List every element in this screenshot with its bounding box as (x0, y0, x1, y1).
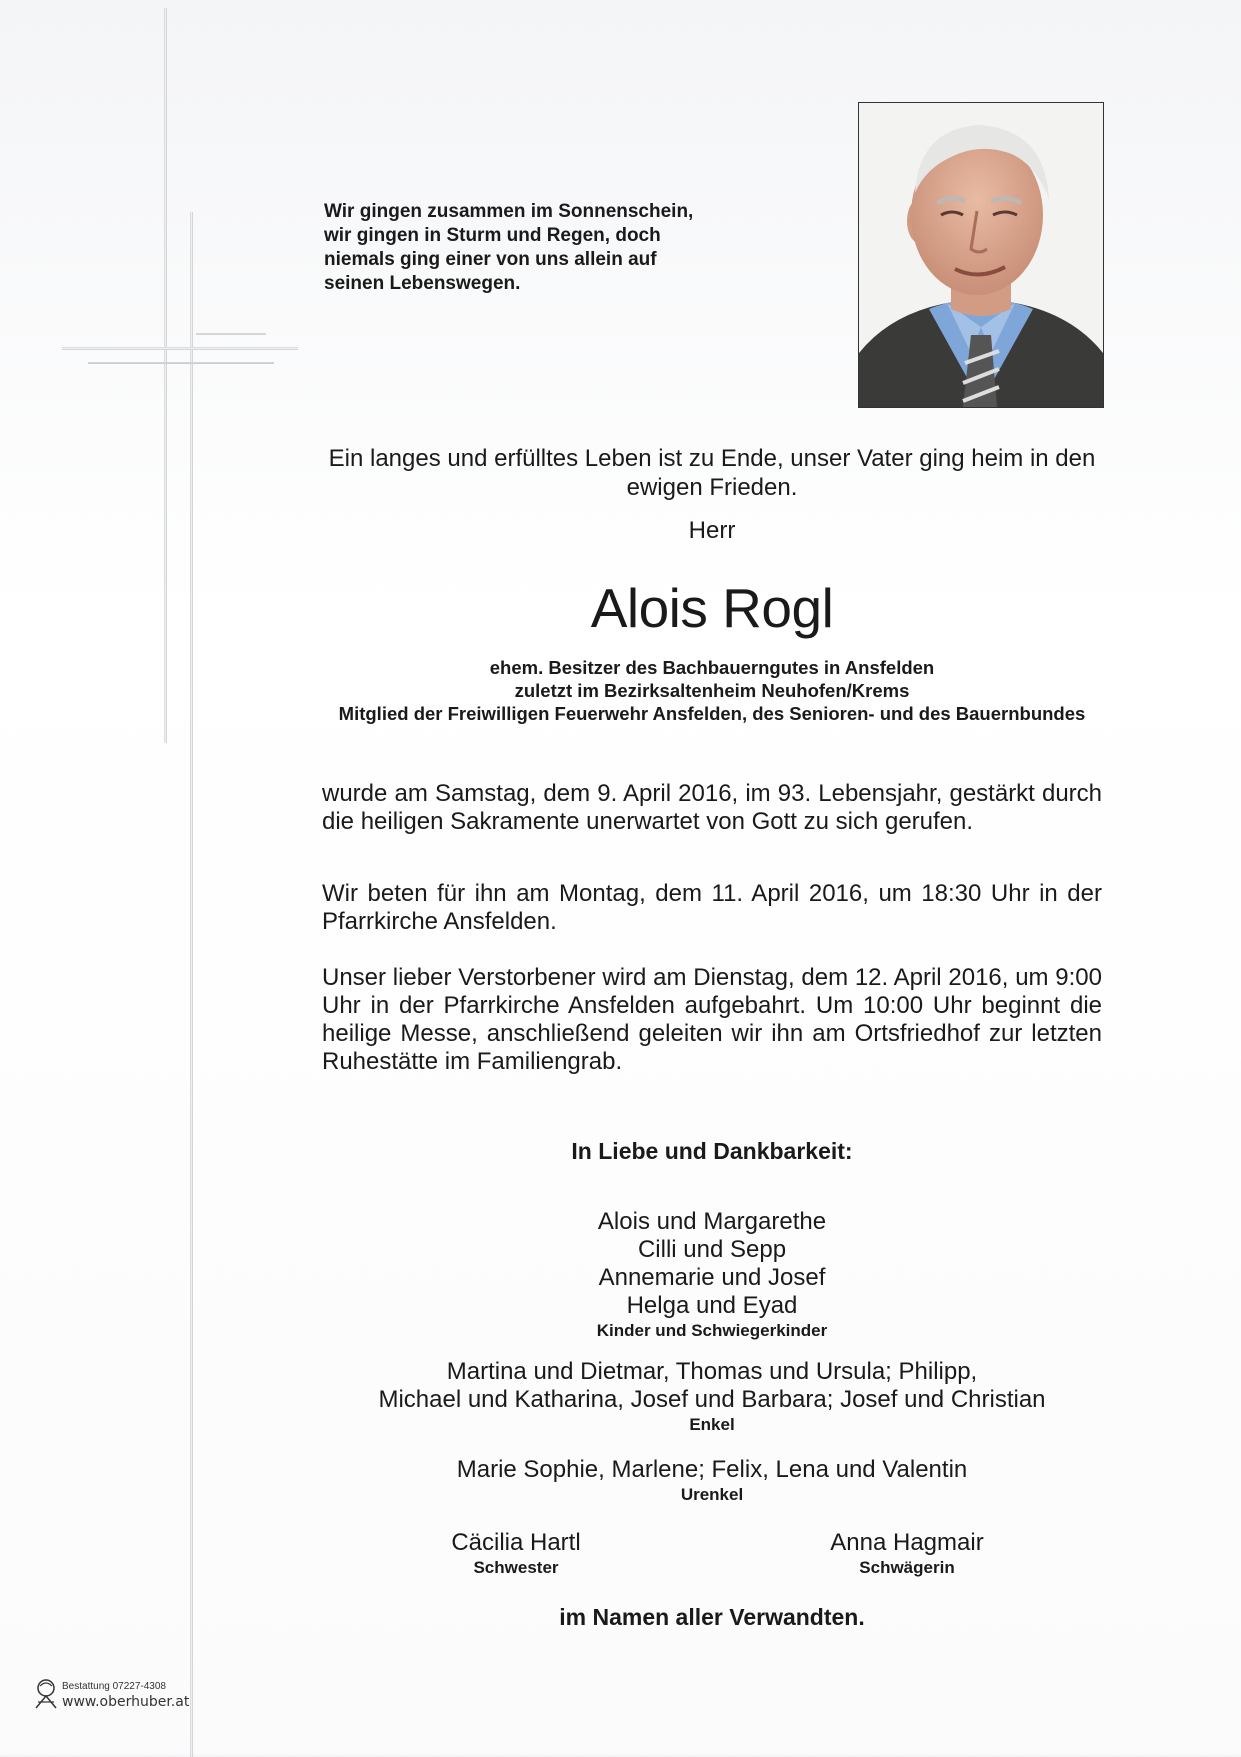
sister-block (396, 1529, 636, 1579)
undertaker-phone: Bestattung 07227-4308 (62, 1681, 166, 1692)
cross-vertical-rear (164, 8, 167, 743)
thanks-heading: In Liebe und Dankbarkeit: (571, 1138, 853, 1164)
mourner-name: Marie Sophie, Marlene; Felix, Lena und Valentin (456, 1456, 968, 1483)
cross-vertical-front (190, 212, 193, 1757)
mourner-name: Michael und Katharina, Josef und Barbara; Josef und Christian (378, 1386, 1046, 1413)
portrait-image (859, 103, 1103, 407)
undertaker-website: www.oberhuber.at (62, 1694, 190, 1710)
salutation: Herr (688, 517, 736, 544)
sister-in-law-block (782, 1529, 1032, 1579)
poem-line: seinen Lebenswegen. (324, 273, 521, 294)
prayer-notice: Wir beten für ihn am Montag, dem 11. April 2016, um 18:30 Uhr in der Pfarrkirche Ansfelden. (322, 880, 1102, 935)
sister-caption: Schwester (473, 1558, 559, 1577)
sister-in-law-caption: Schwägerin (859, 1558, 955, 1577)
undertaker-logo-icon (32, 1678, 60, 1712)
cross-horizontal-rear (62, 347, 298, 350)
deceased-name: Alois Rogl (590, 577, 834, 639)
role-line: Mitglied der Freiwilligen Feuerwehr Ansfelden, des Senioren- und des Bauernbundes (338, 703, 1086, 724)
intro-text: Ein langes und erfülltes Leben ist zu Ende, unser Vater ging heim in den ewigen Frieden. (328, 445, 1096, 501)
role-line: zuletzt im Bezirksaltenheim Neuhofen/Krems (514, 680, 910, 701)
mourner-name: Helga und Eyad (626, 1292, 798, 1319)
grandchildren-list (300, 1358, 1124, 1436)
great-grandchildren-caption: Urenkel (680, 1485, 744, 1504)
cross-horizontal-front (196, 333, 266, 335)
children-caption: Kinder und Schwiegerkinder (596, 1321, 828, 1340)
portrait-photo (858, 102, 1104, 408)
mourner-name: Cilli und Sepp (637, 1236, 787, 1263)
deceased-roles (300, 656, 1124, 725)
mourner-name: Martina und Dietmar, Thomas und Ursula; Philipp, (446, 1358, 978, 1385)
death-notice: wurde am Samstag, dem 9. April 2016, im 93. Lebensjahr, gestärkt durch die heiligen Sakramente unerwartet von Gott zu sich gerufen. (322, 780, 1102, 835)
cross-horizontal-shadow (88, 362, 274, 364)
poem-line: Wir gingen zusammen im Sonnenschein, (324, 201, 694, 222)
mourner-name: Annemarie und Josef (598, 1264, 826, 1291)
role-line: ehem. Besitzer des Bachbauerngutes in Ansfelden (489, 657, 935, 678)
grandchildren-caption: Enkel (689, 1415, 735, 1434)
poem (324, 200, 724, 296)
children-list (300, 1208, 1124, 1342)
great-grandchildren-list (300, 1456, 1124, 1506)
mourner-name: Alois und Margarethe (597, 1208, 827, 1235)
mourner-name: Anna Hagmair (830, 1529, 984, 1556)
poem-line: wir gingen in Sturm und Regen, doch (324, 225, 661, 246)
mourner-name: Cäcilia Hartl (451, 1529, 581, 1556)
closing-line: im Namen aller Verwandten. (559, 1604, 865, 1630)
funeral-notice: Unser lieber Verstorbener wird am Dienstag, dem 12. April 2016, um 9:00 Uhr in der Pfarrkirche Ansfelden aufgebahrt. Um 10:00 Uhr beginnt die heilige Messe, anschließend geleiten wir ihn am Ortsfriedhof zur letzten Ruhestätte im Familiengrab. (322, 964, 1102, 1075)
poem-line: niemals ging einer von uns allein auf (324, 249, 657, 270)
